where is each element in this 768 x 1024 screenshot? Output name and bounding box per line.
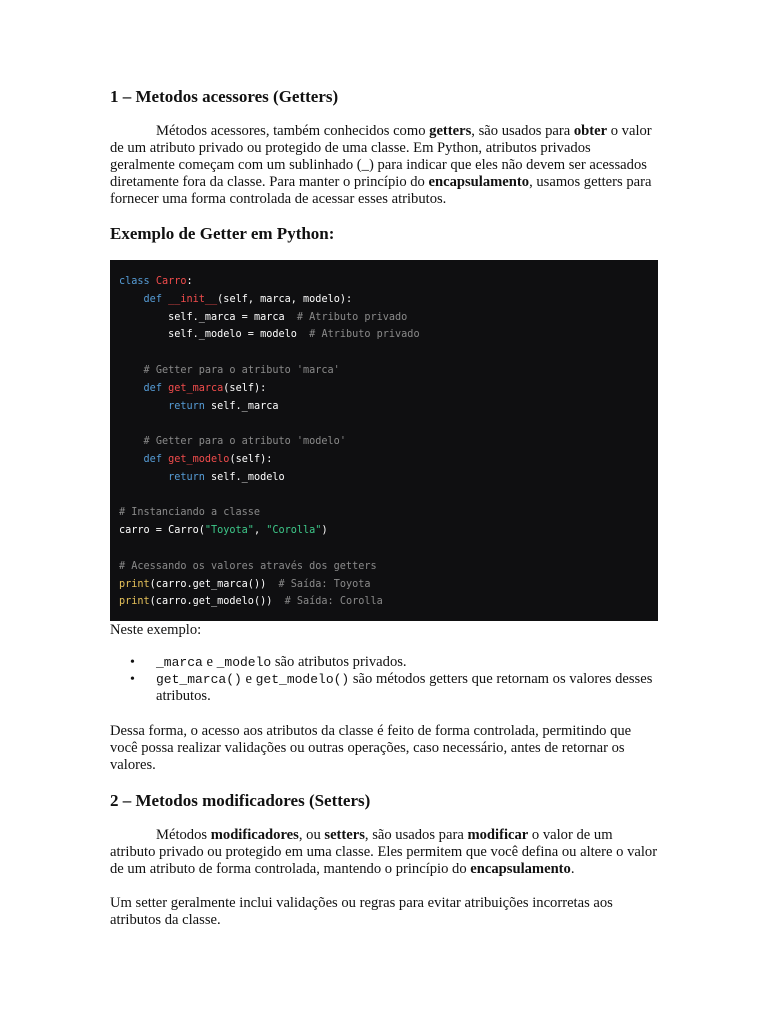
text: são atributos privados. — [271, 654, 407, 670]
code-line — [119, 522, 649, 540]
text: e — [241, 671, 256, 687]
getters-intro-paragraph — [110, 123, 658, 208]
text: , ou — [298, 827, 325, 843]
code-comment: # Atributo privado — [309, 329, 420, 341]
code-line — [119, 273, 649, 291]
bold-term: encapsulamento — [428, 174, 530, 190]
code-text: (carro.get_modelo()) — [149, 596, 273, 608]
code-text: (carro.get_marca()) — [149, 578, 267, 590]
code-text: (self): — [229, 453, 273, 465]
code-text: , — [253, 525, 267, 537]
code-keyword: return — [168, 471, 212, 483]
setters-second-paragraph: Um setter geralmente inclui validações ou regras para evitar atribuições incorretas aos atributos da classe. — [110, 895, 613, 928]
code-line — [119, 451, 649, 469]
section-heading-getters: 1 – Metodos acessores (Getters) — [110, 87, 339, 106]
bullet-icon: • — [130, 672, 135, 687]
code-builtin: print — [119, 596, 150, 608]
inline-code: get_modelo() — [255, 672, 350, 687]
code-line — [119, 469, 649, 487]
code-line-blank — [119, 540, 649, 558]
example-heading: Exemplo de Getter em Python: — [110, 224, 335, 243]
bold-term: modificadores — [210, 827, 299, 843]
code-function-name: __init__ — [168, 293, 218, 305]
text: , são usados para — [364, 827, 468, 843]
code-text: carro = Carro( — [119, 525, 205, 537]
code-text: (self, marca, modelo): — [217, 293, 353, 305]
inline-code: get_marca() — [156, 672, 242, 687]
text: o valor de um atributo privado ou protegido de uma classe. Em Python, atributos privados geralmente começam com um sublinhado (_) para indicar que eles não devem ser acessados diretamente fora da classe. Para manter o princípio do — [110, 123, 652, 190]
code-line — [119, 309, 649, 327]
code-function-name: get_modelo — [168, 453, 230, 465]
code-builtin: print — [119, 578, 150, 590]
code-string: "Toyota" — [204, 525, 254, 537]
code-comment: # Instanciando a classe — [119, 507, 261, 519]
neste-exemplo-text: Neste exemplo: — [110, 622, 202, 638]
inline-code: _marca — [156, 655, 203, 670]
text: o valor de um atributo privado ou protegido em uma classe. Eles permitem que você defina ou altere o valor de um atributo de forma controlada, mantendo o princípio do — [110, 827, 658, 877]
list-item — [110, 654, 658, 671]
code-text: (self): — [223, 382, 267, 394]
code-comment: # Acessando os valores através dos getters — [119, 560, 377, 572]
section-heading-setters: 2 – Metodos modificadores (Setters) — [110, 791, 371, 810]
bullet-list — [110, 654, 658, 705]
text: , são usados para — [471, 123, 574, 139]
code-line-blank — [119, 487, 649, 505]
code-string: "Corolla" — [266, 525, 322, 537]
code-line-blank — [119, 344, 649, 362]
code-comment: # Getter para o atributo 'modelo' — [143, 436, 346, 448]
code-line — [119, 576, 649, 594]
bold-term: encapsulamento — [470, 861, 571, 877]
code-line-blank — [119, 415, 649, 433]
bullet-icon: • — [130, 655, 135, 670]
code-comment: # Atributo privado — [296, 311, 408, 323]
code-text: self._marca = marca — [168, 311, 285, 323]
code-line — [119, 558, 649, 576]
code-line — [119, 433, 649, 451]
code-comment: # Saída: Toyota — [278, 578, 371, 590]
code-text: : — [186, 276, 193, 287]
text: e — [202, 654, 217, 670]
text: Métodos acessores, também conhecidos como — [156, 123, 430, 139]
code-text: ) — [321, 525, 328, 537]
text: são métodos getters que retornam os valores desses atributos. — [156, 671, 653, 704]
code-line — [119, 291, 649, 309]
code-class-name: Carro — [155, 276, 187, 287]
code-line — [119, 362, 649, 380]
text: . — [570, 861, 575, 877]
code-line — [119, 504, 649, 522]
code-line — [119, 593, 649, 611]
setters-intro-paragraph — [110, 827, 658, 878]
text: , usamos getters para fornecer uma forma controlada de acessar esses atributos. — [110, 174, 652, 207]
bold-term: modificar — [467, 827, 529, 843]
bold-term: getters — [429, 123, 472, 139]
text: Métodos — [156, 827, 211, 843]
list-item — [110, 671, 658, 705]
code-keyword: def — [143, 293, 169, 305]
code-keyword: def — [143, 382, 169, 394]
code-text: self._modelo = modelo — [168, 329, 297, 341]
code-function-name: get_marca — [168, 382, 224, 394]
inline-code: _modelo — [216, 655, 272, 670]
conclusion-paragraph: Dessa forma, o acesso aos atributos da classe é feito de forma controlada, permitindo que você possa realizar validações ou outras operações, caso necessário, antes de retornar os valores. — [110, 723, 632, 773]
code-keyword: return — [168, 400, 212, 412]
bold-term: obter — [573, 123, 608, 139]
code-line — [119, 380, 649, 398]
code-keyword: class — [119, 276, 156, 287]
code-comment: # Saída: Corolla — [284, 596, 383, 608]
code-line — [119, 326, 649, 344]
code-keyword: def — [143, 453, 169, 465]
code-text: self._modelo — [211, 471, 285, 483]
code-comment: # Getter para o atributo 'marca' — [143, 364, 340, 376]
bold-term: setters — [324, 827, 365, 843]
code-text: self._marca — [211, 400, 279, 412]
code-line — [119, 398, 649, 416]
code-block — [110, 260, 658, 621]
